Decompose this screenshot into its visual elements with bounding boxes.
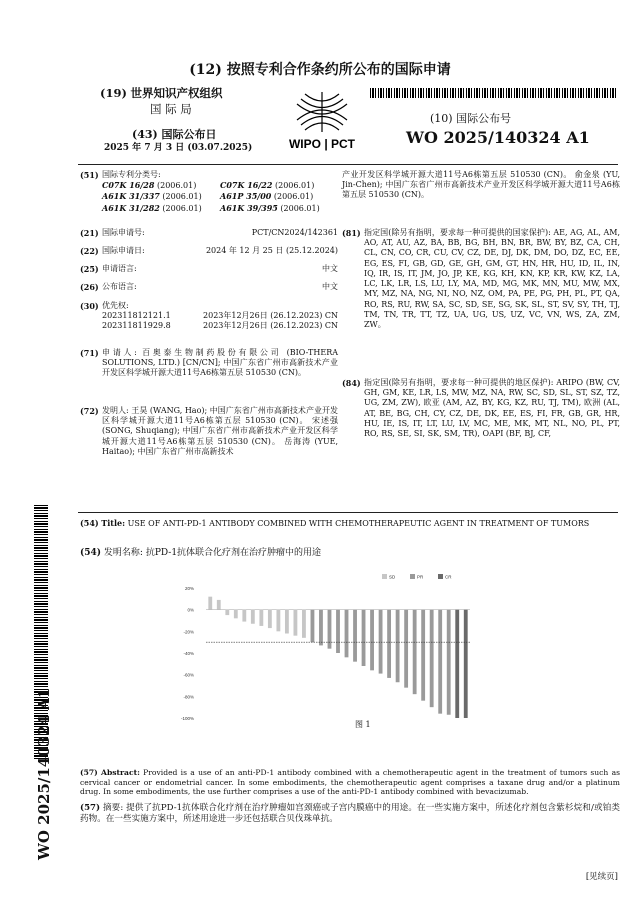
bar-pr — [438, 610, 442, 714]
bar-sd — [242, 610, 246, 622]
abstract-zh: (57) 摘要: 提供了抗PD-1抗体联合化疗剂在治疗肿瘤如宫颈癌或子宫内膜癌中的用途。在一些实施方案中，所述化疗剂包含紫杉烷和/或铂类药物。在一些实施方案中，所述用途进一步还包括联合贝伐珠单抗。 — [80, 803, 620, 825]
title-en-text: USE OF ANTI-PD-1 ANTIBODY COMBINED WITH CHEMOTHERAPEUTIC AGENT IN TREATMENT OF TUMORS — [127, 519, 590, 528]
title-zh-field: (54) 发明名称: 抗PD-1抗体联合化疗剂在治疗肿瘤中的用途 — [80, 548, 322, 558]
bar-pr — [413, 610, 417, 695]
bar-sd — [217, 600, 221, 610]
waterfall-chart — [170, 568, 480, 724]
y-tick-label: 0% — [187, 607, 194, 613]
bar-pr — [379, 610, 383, 674]
bar-pr — [319, 610, 323, 646]
inventors-field: (72) 发明人: 王昊 (WANG, Hao); 中国广东省广州市高新技术产业开发区科学城开源大道11号A6栋第五层 510530 (CN)。 宋述强 (SONG, Shuqiang); 中国广东省广州市高新技术产业开发区科学城开源大道11号A6栋第五层 510530 (CN)。 岳海涛 (YUE, Haitao); 中国广东省广州市高新技术 — [80, 406, 338, 456]
bar-pr — [353, 610, 357, 662]
ipc-code: A61P 35/00 (2006.01) — [220, 191, 314, 202]
pub-lang-field: (26) 公布语言: 中文 — [80, 282, 338, 292]
ipc-code: C07K 16/22 (2006.01) — [220, 180, 315, 191]
bar-pr — [345, 610, 349, 658]
abstract-en: (57) Abstract: Provided is a use of an anti-PD-1 antibody combined with a chemotherapeutic agent in the treatment of tumors such as cervical cancer or endometrial cancer. In some embodiments, the chemotherapeutic agent comprises a taxane drug and/or a platinum drug. In some embodiments, the use further comprises a use of the anti-PD-1 antibody combined with bevacizumab. — [80, 768, 621, 797]
legend-label: CR — [445, 574, 452, 580]
designated-states-text: 指定国(除另有指明，要求每一种可提供的国家保护): AE, AG, AL, AM, AO, AT, AU, AZ, BA, BB, BG, BH, BN, BR, BW, BY, BZ, CA, CH, CL, CN, CO, CR, CU, CV, CZ, DE, DJ, DK, DM, DO, DZ, EC, EE, EG, ES, FI, GB, GD, GE, GH, GM, GT, HN, HR, HU, ID, IL, IN, IQ, IR, IS, IT, JM, JO, JP, KE, KG, KH, KN, KP, KR, KW, KZ, LA, LC, LK, LR, LS, LU, LY, MA, MD, MG, MK, MN, MU, MW, MX, MY, MZ, NA, NG, NI, NO, NZ, OM, PA, PE, PG, PH, PL, PT, QA, RO, RS, RU, RW, SA, SC, SD, SE, SG, SK, SL, ST, SV, SY, TH, TJ, TM, TN, TR, TT, TZ, UA, UG, US, UZ, VC, VN, WS, ZA, ZM, ZW。 — [364, 228, 620, 330]
app-no-value: PCT/CN2024/142361 — [251, 228, 338, 237]
bar-pr — [328, 610, 332, 649]
bar-pr — [430, 610, 434, 708]
divider-middle — [78, 512, 618, 513]
bar-sd — [294, 610, 298, 636]
bar-pr — [447, 610, 451, 715]
applicant-field: (71) 申请人: 百奥泰生物制药股份有限公司 (BIO-THERA SOLUTIONS, LTD.) [CN/CN]; 中国广东省广州市高新技术产业开发区科学城开源大道11号A6栋第五层 510530 (CN)。 — [80, 348, 338, 378]
bar-pr — [370, 610, 374, 671]
org-code: (19) — [100, 86, 127, 100]
bar-pr — [362, 610, 366, 666]
y-tick-label: -20% — [183, 629, 194, 635]
title-zh-text: 抗PD-1抗体联合化疗剂在治疗肿瘤中的用途 — [145, 548, 322, 558]
app-no-field: (21) 国际申请号: PCT/CN2024/142361 — [80, 228, 338, 238]
legend-label: PR — [417, 574, 424, 580]
bar-cr — [464, 610, 468, 718]
side-publication-number: WO 2025/140324 A1 — [35, 687, 53, 860]
priority-item: 202311811929.8 2023年12月26日 (26.12.2023) CN — [102, 321, 338, 331]
bar-sd — [251, 610, 255, 624]
ipc-code: A61K 31/337 (2006.01) — [102, 191, 202, 202]
bar-sd — [225, 610, 229, 615]
document-type-heading: (12) 按照专利合作条约所公布的国际申请 — [189, 62, 451, 78]
y-tick-label: -60% — [183, 672, 194, 678]
publication-number: WO 2025/140324 A1 — [406, 128, 590, 147]
abstract-block — [80, 768, 620, 825]
org-name: 世界知识产权组织 — [130, 86, 223, 100]
divider-top — [78, 164, 618, 165]
bar-sd — [234, 610, 238, 619]
legend-swatch — [438, 574, 443, 579]
ipc-label: 国际专利分类号: — [102, 170, 161, 179]
bar-pr — [387, 610, 391, 678]
bar-pr — [311, 610, 315, 643]
y-tick-label: -40% — [183, 651, 194, 656]
publication-date: 2025 年 7 月 3 日 (03.07.2025) — [104, 143, 253, 153]
regional-states-field: (84) 指定国(除另有指明，要求每一种可提供的地区保护): ARIPO (BW, CV, GH, GM, KE, LR, LS, MW, MZ, NA, RW, SC, SD, SL, ST, SZ, TZ, UG, ZM, ZW), 欧亚 (AM, AZ, BY, KG, KZ, RU, TJ, TM), 欧洲 (AL, AT, BE, BG, CH, CY, CZ, DE, DK, EE, ES, FI, FR, GB, GR, HR, HU, IE, IS, IT, LT, LU, LV, MC, ME, MK, MT, NL, NO, PL, PT, RO, RS, SE, SI, SK, SM, TR), OAPI (BF, BJ, CF, — [342, 378, 620, 439]
y-tick-label: -100% — [180, 716, 194, 721]
bar-pr — [404, 610, 408, 688]
filing-lang-field: (25) 申请语言: 中文 — [80, 264, 338, 274]
organization-block — [100, 86, 260, 117]
priority-field: (30) 优先权: 202311812121.1 2023年12月26日 (26.12.2023) CN 202311811929.8 2023年12月26日 (26.12.2023) CN — [80, 301, 338, 331]
pub-no-label: (10) 国际公布号 — [430, 112, 512, 125]
bar-sd — [302, 610, 306, 638]
ipc-field: (51) 国际专利分类号: C07K 16/28 (2006.01) C07K 16/22 (2006.01) A61K 31/337 (2006.01) A61P 35/00 (2006.01) A61K 31/282 (2006.01) A61K 39/395 (2006.01) — [80, 170, 338, 214]
bar-pr — [336, 610, 340, 653]
bar-sd — [208, 597, 212, 610]
regional-states-text: 指定国(除另有指明，要求每一种可提供的地区保护): ARIPO (BW, CV, GH, GM, KE, LR, LS, MW, MZ, NA, RW, SC, SD, SL, ST, SZ, TZ, UG, ZM, ZW), 欧亚 (AM, AZ, BY, KG, KZ, RU, TJ, TM), 欧洲 (AL, AT, BE, BG, CH, CY, CZ, DE, DK, EE, ES, FI, FR, GB, GR, HR, HU, IE, IS, IT, LT, LU, LV, MC, ME, MK, MT, NL, NO, PL, PT, RO, RS, SE, SI, SK, SM, TR), OAPI (BF, BJ, CF, — [364, 378, 620, 439]
logo-text: WIPO | PCT — [288, 137, 356, 151]
legend-swatch — [410, 574, 415, 579]
figure-caption: 图 1 — [355, 720, 371, 729]
pub-date-label: (43) 国际公布日 — [132, 128, 217, 141]
priority-item: 202311812121.1 2023年12月26日 (26.12.2023) CN — [102, 311, 338, 321]
title-en-field: (54) Title: USE OF ANTI-PD-1 ANTIBODY COMBINED WITH CHEMOTHERAPEUTIC AGENT IN TREATMENT OF TUMORS — [80, 518, 590, 528]
applicant-text: 申请人: 百奥泰生物制药股份有限公司 (BIO-THERA SOLUTIONS, LTD.) [CN/CN]; 中国广东省广州市高新技术产业开发区科学城开源大道11号A6栋第五层 510530 (CN)。 — [102, 348, 338, 378]
app-date-field: (22) 国际申请日: 2024 年 12 月 25 日 (25.12.2024) — [80, 246, 338, 256]
bar-sd — [268, 610, 272, 628]
ipc-code: A61K 31/282 (2006.01) — [102, 202, 202, 213]
bar-cr — [455, 610, 459, 718]
app-date-value: 2024 年 12 月 25 日 (25.12.2024) — [205, 246, 338, 255]
ipc-list — [102, 180, 338, 214]
legend-label: SD — [389, 574, 396, 580]
bar-pr — [421, 610, 425, 701]
bar-sd — [285, 610, 289, 634]
y-tick-label: 20% — [184, 586, 194, 591]
wipo-logo — [275, 86, 370, 154]
ipc-code: C07K 16/28 (2006.01) — [102, 180, 197, 191]
legend-swatch — [382, 574, 387, 579]
y-tick-label: -80% — [183, 694, 194, 700]
org-sub: 国 际 局 — [150, 101, 192, 116]
inventors-continued: 产业开发区科学城开源大道11号A6栋第五层 510530 (CN)。 俞金泉 (YU, Jin-Chen); 中国广东省广州市高新技术产业开发区科学城开源大道11号A6栋第五层 510530 (CN)。 — [342, 170, 620, 200]
designated-states-field: (81) 指定国(除另有指明，要求每一种可提供的国家保护): AE, AG, AL, AM, AO, AT, AU, AZ, BA, BB, BG, BH, BN, BR, BW, BY, BZ, CA, CH, CL, CN, CO, CR, CU, CV, CZ, DE, DJ, DK, DM, DO, DZ, EC, EE, EG, ES, FI, GB, GD, GE, GH, GM, GT, HN, HR, HU, ID, IL, IN, IQ, IR, IS, IT, JM, JO, JP, KE, KG, KH, KN, KP, KR, KW, KZ, LA, LC, LK, LR, LS, LU, LY, MA, MD, MG, MK, MN, MU, MW, MX, MY, MZ, NA, NG, NI, NO, NZ, OM, PA, PE, PG, PH, PL, PT, QA, RO, RS, RU, RW, SA, SC, SD, SE, SG, SK, SL, ST, SV, SY, TH, TJ, TM, TN, TR, TT, TZ, UA, UG, US, UZ, VC, VN, WS, ZA, ZM, ZW。 — [342, 228, 620, 330]
ipc-code: A61K 39/395 (2006.01) — [220, 202, 320, 213]
bar-sd — [276, 610, 280, 632]
bar-sd — [259, 610, 263, 626]
bar-pr — [396, 610, 400, 683]
inventors-text: 发明人: 王昊 (WANG, Hao); 中国广东省广州市高新技术产业开发区科学城开源大道11号A6栋第五层 510530 (CN)。 宋述强 (SONG, Shuqiang); 中国广东省广州市高新技术产业开发区科学城开源大道11号A6栋第五层 510530 (CN)。 岳海涛 (YUE, Haitao); 中国广东省广州市高新技术 — [102, 406, 338, 456]
continued-note: [见续页] — [585, 872, 618, 882]
barcode-top — [370, 88, 617, 98]
